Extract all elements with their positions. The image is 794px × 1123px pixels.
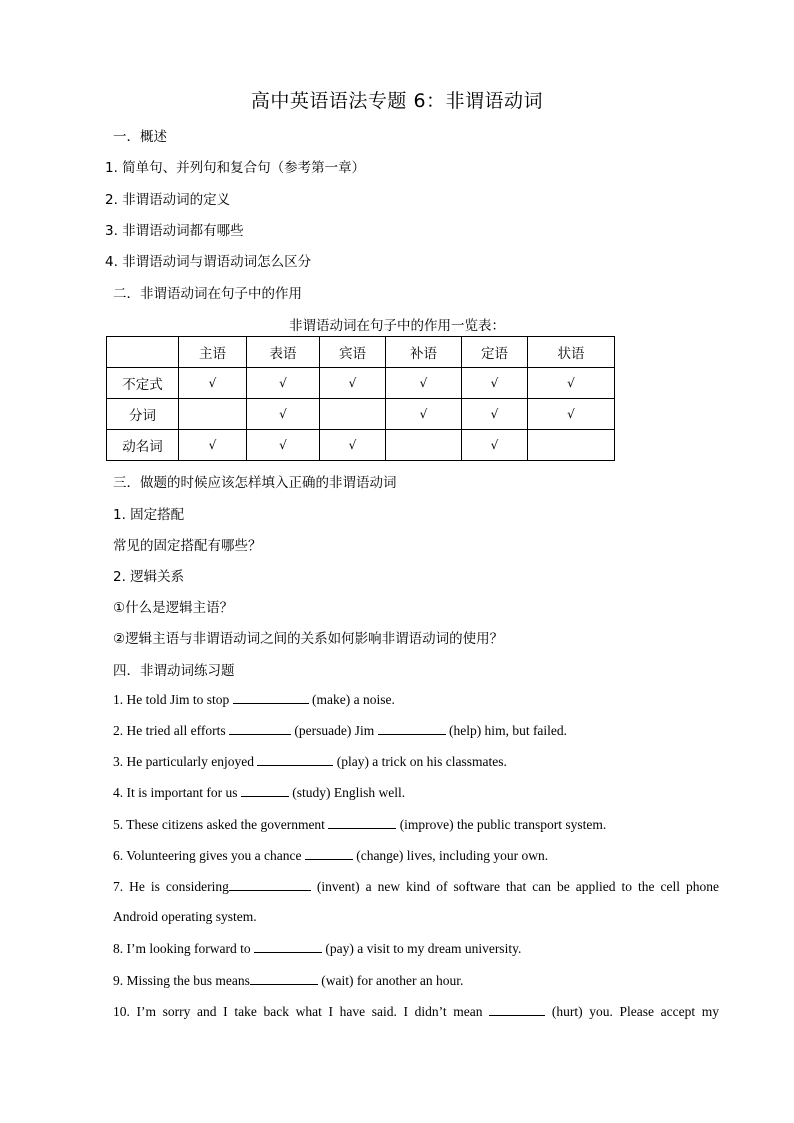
- answer-blank[interactable]: [241, 784, 289, 797]
- exercise-3: [113, 753, 507, 770]
- exercise-text: (play) a trick on his classmates.: [336, 754, 507, 769]
- table-row-label: 分词: [107, 399, 179, 430]
- table-cell: √: [179, 430, 247, 461]
- table-cell: √: [320, 368, 386, 399]
- exercise-text: (study) English well.: [292, 785, 406, 800]
- method-item-2-q1: ①什么是逻辑主语？: [113, 600, 234, 616]
- exercise-text: (wait) for another an hour.: [321, 973, 464, 988]
- table-cell: [320, 399, 386, 430]
- table-cell: √: [462, 430, 528, 461]
- table-header-cell: 补语: [386, 337, 462, 368]
- overview-item-1: 1. 简单句、并列句和复合句（参考第一章）: [105, 160, 366, 176]
- table-cell: √: [247, 399, 320, 430]
- exercise-4: [113, 784, 405, 801]
- exercise-10: [113, 1003, 719, 1020]
- answer-blank[interactable]: [233, 691, 309, 704]
- exercise-text: 3. He particularly enjoyed: [113, 754, 254, 769]
- answer-blank[interactable]: [229, 878, 311, 891]
- table-cell: √: [247, 430, 320, 461]
- section-heading-exercises: 四．非谓动词练习题: [113, 663, 235, 679]
- exercise-2: [113, 722, 567, 739]
- table-header-row: [107, 337, 615, 368]
- answer-blank[interactable]: [254, 940, 322, 953]
- table-cell: √: [247, 368, 320, 399]
- exercise-6: [113, 847, 548, 864]
- exercise-text: 9. Missing the bus means: [113, 973, 250, 988]
- table-cell: √: [386, 368, 462, 399]
- table-row: [107, 368, 615, 399]
- exercise-text: 5. These citizens asked the government: [113, 817, 325, 832]
- exercise-text: 10. I’m sorry and I take back what I have said. I didn’t mean: [113, 1004, 483, 1019]
- answer-blank[interactable]: [229, 722, 291, 735]
- table-cell: [528, 430, 615, 461]
- exercise-text: (invent) a new kind of software that can be applied to the cell phone: [316, 879, 719, 894]
- exercise-text: (change) lives, including your own.: [356, 848, 549, 863]
- section-heading-overview: 一．概述: [113, 129, 167, 145]
- function-table: [106, 336, 615, 461]
- table-row-label: 不定式: [107, 368, 179, 399]
- table-cell: √: [462, 399, 528, 430]
- table-header-cell: 主语: [179, 337, 247, 368]
- overview-item-3: 3. 非谓语动词都有哪些: [105, 223, 244, 239]
- exercise-text: 7. He is considering: [113, 879, 229, 894]
- answer-blank[interactable]: [305, 847, 353, 860]
- method-item-1-question: 常见的固定搭配有哪些？: [113, 538, 262, 554]
- answer-blank[interactable]: [250, 972, 318, 985]
- page-title: 高中英语语法专题 6：非谓语动词: [250, 90, 544, 112]
- table-cell: [179, 399, 247, 430]
- exercise-text: 1. He told Jim to stop: [113, 692, 230, 707]
- section-heading-method: 三．做题的时候应该怎样填入正确的非谓语动词: [113, 475, 397, 491]
- table-cell: √: [462, 368, 528, 399]
- overview-item-4: 4. 非谓语动词与谓语动词怎么区分: [105, 254, 312, 270]
- exercise-text: 2. He tried all efforts: [113, 723, 226, 738]
- exercise-7-continued: Android operating system.: [113, 909, 257, 924]
- overview-item-2: 2. 非谓语动词的定义: [105, 192, 231, 208]
- exercise-text: 8. I’m looking forward to: [113, 941, 251, 956]
- table-header-cell: 状语: [528, 337, 615, 368]
- exercise-text: (pay) a visit to my dream university.: [325, 941, 522, 956]
- exercise-text: (persuade) Jim: [294, 723, 375, 738]
- table-cell: √: [528, 399, 615, 430]
- method-item-2-q2: ②逻辑主语与非谓语动词之间的关系如何影响非谓语动词的使用？: [113, 631, 504, 647]
- table-header-cell: 宾语: [320, 337, 386, 368]
- answer-blank[interactable]: [328, 816, 396, 829]
- table-caption: 非谓语动词在句子中的作用一览表：: [289, 318, 505, 334]
- exercise-text: (help) him, but failed.: [448, 723, 568, 738]
- exercise-7: [113, 878, 719, 895]
- table-header-cell: 定语: [462, 337, 528, 368]
- table-cell: √: [528, 368, 615, 399]
- exercise-9: [113, 972, 463, 989]
- table-cell: √: [320, 430, 386, 461]
- exercise-text: 6. Volunteering gives you a chance: [113, 848, 302, 863]
- table-header-cell: [107, 337, 179, 368]
- table-row: [107, 430, 615, 461]
- exercise-text: (make) a noise.: [312, 692, 395, 707]
- answer-blank[interactable]: [257, 753, 333, 766]
- table-cell: [386, 430, 462, 461]
- exercise-text: (hurt) you. Please accept my: [551, 1004, 720, 1019]
- section-heading-function: 二．非谓语动词在句子中的作用: [113, 286, 302, 302]
- exercise-text: 4. It is important for us: [113, 785, 238, 800]
- table-row-label: 动名词: [107, 430, 179, 461]
- table-cell: √: [386, 399, 462, 430]
- method-item-1: 1. 固定搭配: [113, 507, 185, 523]
- exercise-5: [113, 816, 606, 833]
- answer-blank[interactable]: [489, 1003, 545, 1016]
- exercise-1: [113, 691, 395, 708]
- method-item-2: 2. 逻辑关系: [113, 569, 185, 585]
- table-row: [107, 399, 615, 430]
- answer-blank[interactable]: [378, 722, 446, 735]
- table-header-cell: 表语: [247, 337, 320, 368]
- exercise-8: [113, 940, 521, 957]
- table-cell: √: [179, 368, 247, 399]
- exercise-text: (improve) the public transport system.: [399, 817, 607, 832]
